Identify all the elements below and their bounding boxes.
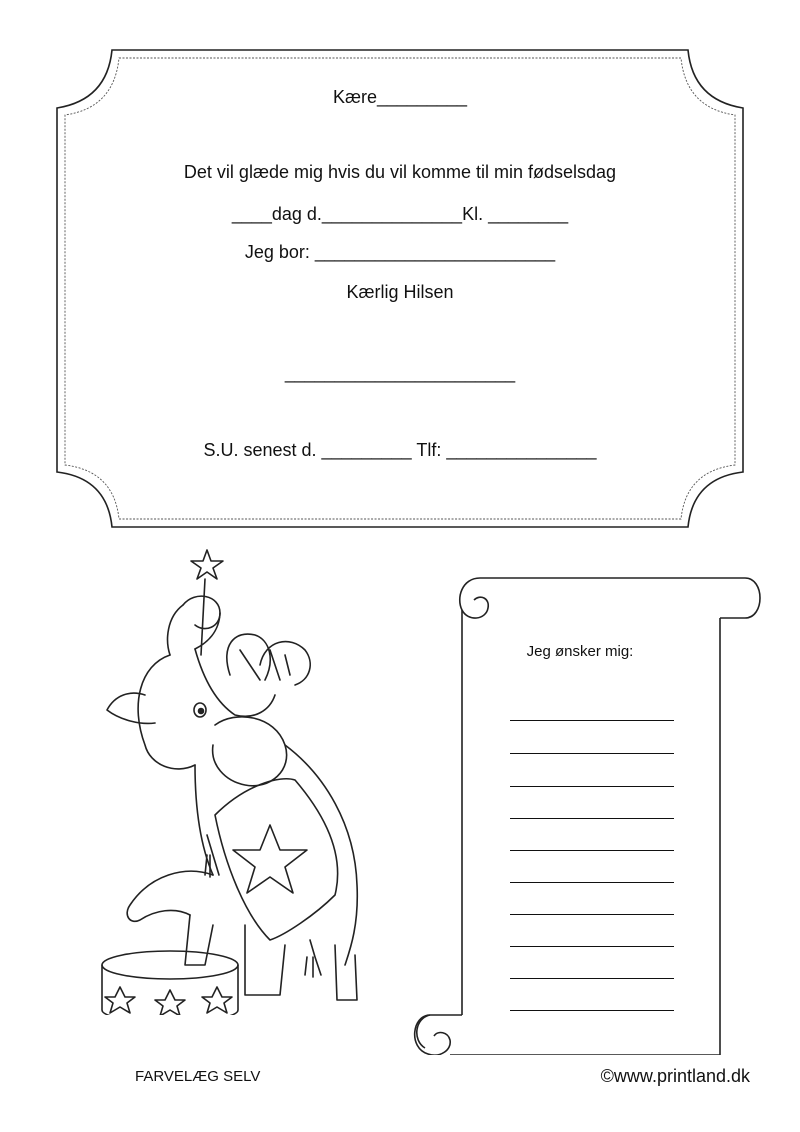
closing-text: Kærlig Hilsen: [346, 282, 454, 302]
footer-color-yourself: FARVELÆG SELV: [135, 1068, 261, 1085]
invitation-frame: [0, 0, 800, 560]
rsvp-line: S.U. senest d. _________ Tlf: _______________: [203, 440, 597, 460]
date-time-line: ____dag d.______________Kl. ________: [231, 204, 569, 224]
wishlist-title: Jeg ønsker mig:: [526, 643, 634, 660]
signature-line: _______________________: [284, 363, 516, 383]
address-line: Jeg bor: ________________________: [244, 242, 556, 262]
wishlist-line: [510, 818, 674, 819]
greeting: Kære_________: [332, 87, 468, 107]
wishlist-line: [510, 882, 674, 883]
wishlist-line: [510, 946, 674, 947]
invite-text: Det vil glæde mig hvis du vil komme til min fødselsdag: [183, 162, 617, 182]
wishlist-line: [510, 1010, 674, 1011]
wishlist-line: [510, 786, 674, 787]
footer-copyright: ©www.printland.dk: [600, 1066, 750, 1086]
wishlist-line: [510, 753, 674, 754]
circus-elephant-icon: [95, 545, 385, 1015]
wishlist-line: [510, 978, 674, 979]
wishlist-line: [510, 850, 674, 851]
wishlist-line: [510, 914, 674, 915]
wishlist-line: [510, 720, 674, 721]
